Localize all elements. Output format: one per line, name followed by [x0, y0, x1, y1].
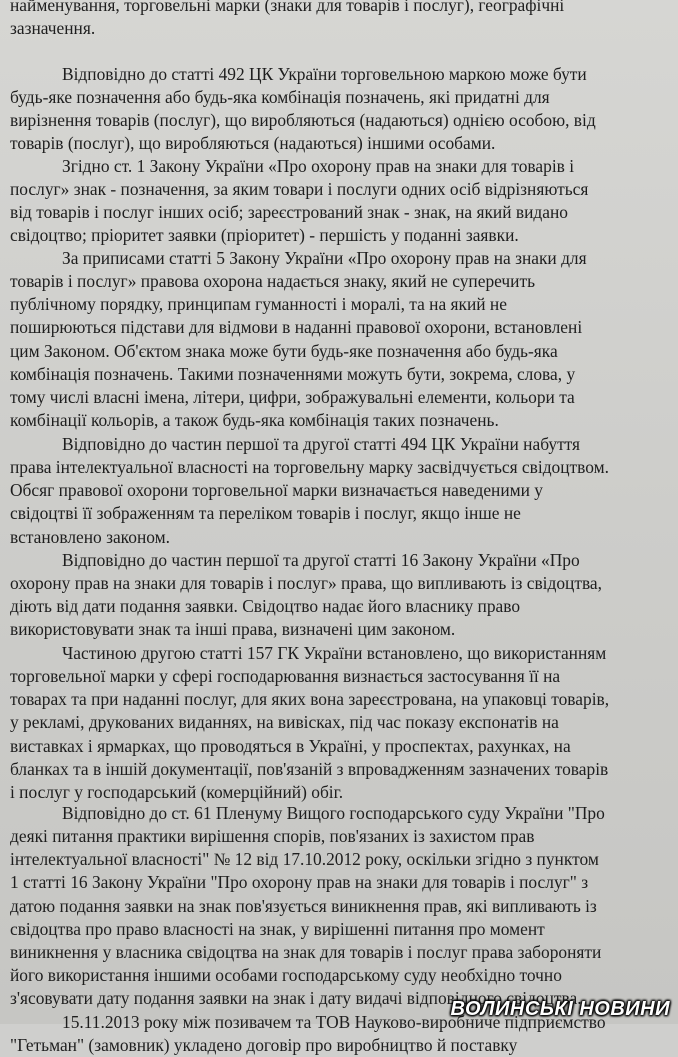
text-line: свідоцтві її зображенням та переліком товарів і послуг, якщо інше не: [10, 503, 521, 524]
paragraph: [10, 0, 665, 40]
text-line: і послуг у господарський (комерційний) обіг.: [10, 781, 344, 802]
text-line: найменування, торговельні марки (знаки для товарів і послуг), географічні: [10, 0, 565, 15]
text-line: виникнення у власника свідоцтва на знак для товарів і послуг права забороняти: [10, 941, 602, 962]
text-line: охорону прав на знаки для товарів і послуг» права, що випливають із свідоцтва,: [10, 573, 603, 594]
text-line: тому числі власні імена, літери, цифри, зображувальні елементи, кольори та: [10, 386, 575, 407]
text-line: свідоцтва про право власності на знак, у вирішенні питання про момент: [10, 918, 545, 939]
text-line: вирізнення товарів (послуг), що виробляються (надаються) однією особою, від: [10, 110, 596, 131]
text-line: товарів (послуг), що виробляються (надаються) іншими особами.: [10, 133, 496, 154]
text-line: 15.11.2013 року між позивачем та ТОВ Науково-виробниче підприємство: [62, 1012, 606, 1032]
text-line: послуг» знак - позначення, за яким товари і послуги одних осіб відрізняються: [10, 179, 589, 200]
text-line: у рекламі, друкованих виданнях, на вивісках, під час показу експонатів на: [10, 712, 559, 733]
text-line: товарах та при наданні послуг, для яких вона зареєстрована, на упаковці товарів,: [10, 689, 610, 710]
paragraph: [10, 549, 665, 642]
text-line: Відповідно до частин першої та другої статті 494 ЦК України набуття: [62, 434, 581, 454]
text-line: виставках і ярмарках, що проводяться в Україні, у проспектах, рахунках, на: [10, 735, 571, 756]
text-line: публічному порядку, принципам гуманності і моралі, та на який не: [10, 294, 507, 315]
text-line: зазначення.: [10, 18, 96, 39]
text-line: комбінація позначень. Такими позначеннями можуть бути, зокрема, слова, у: [10, 363, 576, 384]
paragraph: [10, 433, 665, 549]
text-line: За приписами статті 5 Закону України «Про охорону прав на знаки для: [62, 248, 587, 268]
text-line: будь-яке позначення або будь-яка комбінація позначень, які придатні для: [10, 87, 550, 108]
text-line: Відповідно до статті 492 ЦК України торговельною маркою може бути: [62, 64, 587, 84]
paragraph: [10, 802, 665, 1010]
text-line: "Гетьман" (замовник) укладено договір про виробництво й поставку: [10, 1035, 518, 1056]
text-line: торговельної марки у сфері господарювання визнається застосування її на: [10, 666, 561, 687]
text-line: цим Законом. Об'єктом знака може бути будь-яке позначення або будь-яка: [10, 340, 558, 361]
paragraph: [10, 247, 665, 432]
text-line: від товарів і послуг інших осіб; зареєстрований знак - знак, на який видано: [10, 202, 568, 223]
text-line: свідоцтво; пріоритет заявки (пріоритет) - першість у поданні заявки.: [10, 225, 519, 246]
text-line: товарів і послуг» правова охорона надається знаку, який не суперечить: [10, 271, 536, 292]
text-line: його використання іншими особами господарському суду необхідно точно: [10, 965, 562, 986]
text-line: інтелектуальної власності" № 12 від 17.10.2012 року, оскільки згідно з пунктом: [10, 849, 599, 870]
text-line: діють від дати подання заявки. Свідоцтво надає його власнику право: [10, 596, 521, 617]
text-line: датою подання заявки на знак пов'язується виникнення прав, які випливають із: [10, 895, 597, 916]
text-line: встановлено законом.: [10, 526, 170, 547]
text-line: Відповідно до ст. 61 Пленуму Вищого господарського суду України "Про: [62, 803, 605, 823]
text-line: бланках та в іншій документації, пов'язаній з впровадженням зазначених товарів: [10, 758, 609, 779]
paragraph: [10, 63, 665, 156]
text-line: Частиною другою статті 157 ГК України встановлено, що використанням: [62, 643, 607, 663]
paragraph: [10, 642, 665, 804]
text-line: права інтелектуальної власності на торговельну марку засвідчується свідоцтвом.: [10, 457, 609, 478]
text-line: використовувати знак та інші права, визначені цим законом.: [10, 619, 456, 640]
paragraph: [10, 155, 665, 248]
text-line: Згідно ст. 1 Закону України «Про охорону прав на знаки для товарів і: [62, 156, 575, 176]
text-line: деякі питання практики вирішення спорів, пов'язаних із захистом прав: [10, 826, 535, 847]
text-line: Обсяг правової охорони торговельної марки визначається наведеними у: [10, 480, 544, 501]
text-line: з'ясовувати дату подання заявки на знак і дату видачі відповідного свідоцтва.: [10, 988, 582, 1009]
text-line: комбінації кольорів, а також будь-яка комбінація таких позначень.: [10, 410, 499, 431]
text-line: Відповідно до частин першої та другої статті 16 Закону України «Про: [62, 550, 580, 570]
text-line: поширюються підстави для відмови в наданні правової охорони, встановлені: [10, 317, 583, 338]
text-line: 1 статті 16 Закону України "Про охорону прав на знаки для товарів і послуг" з: [10, 872, 589, 893]
watermark-logo: ВОЛИНСЬКІ НОВИНИ: [450, 997, 670, 1020]
